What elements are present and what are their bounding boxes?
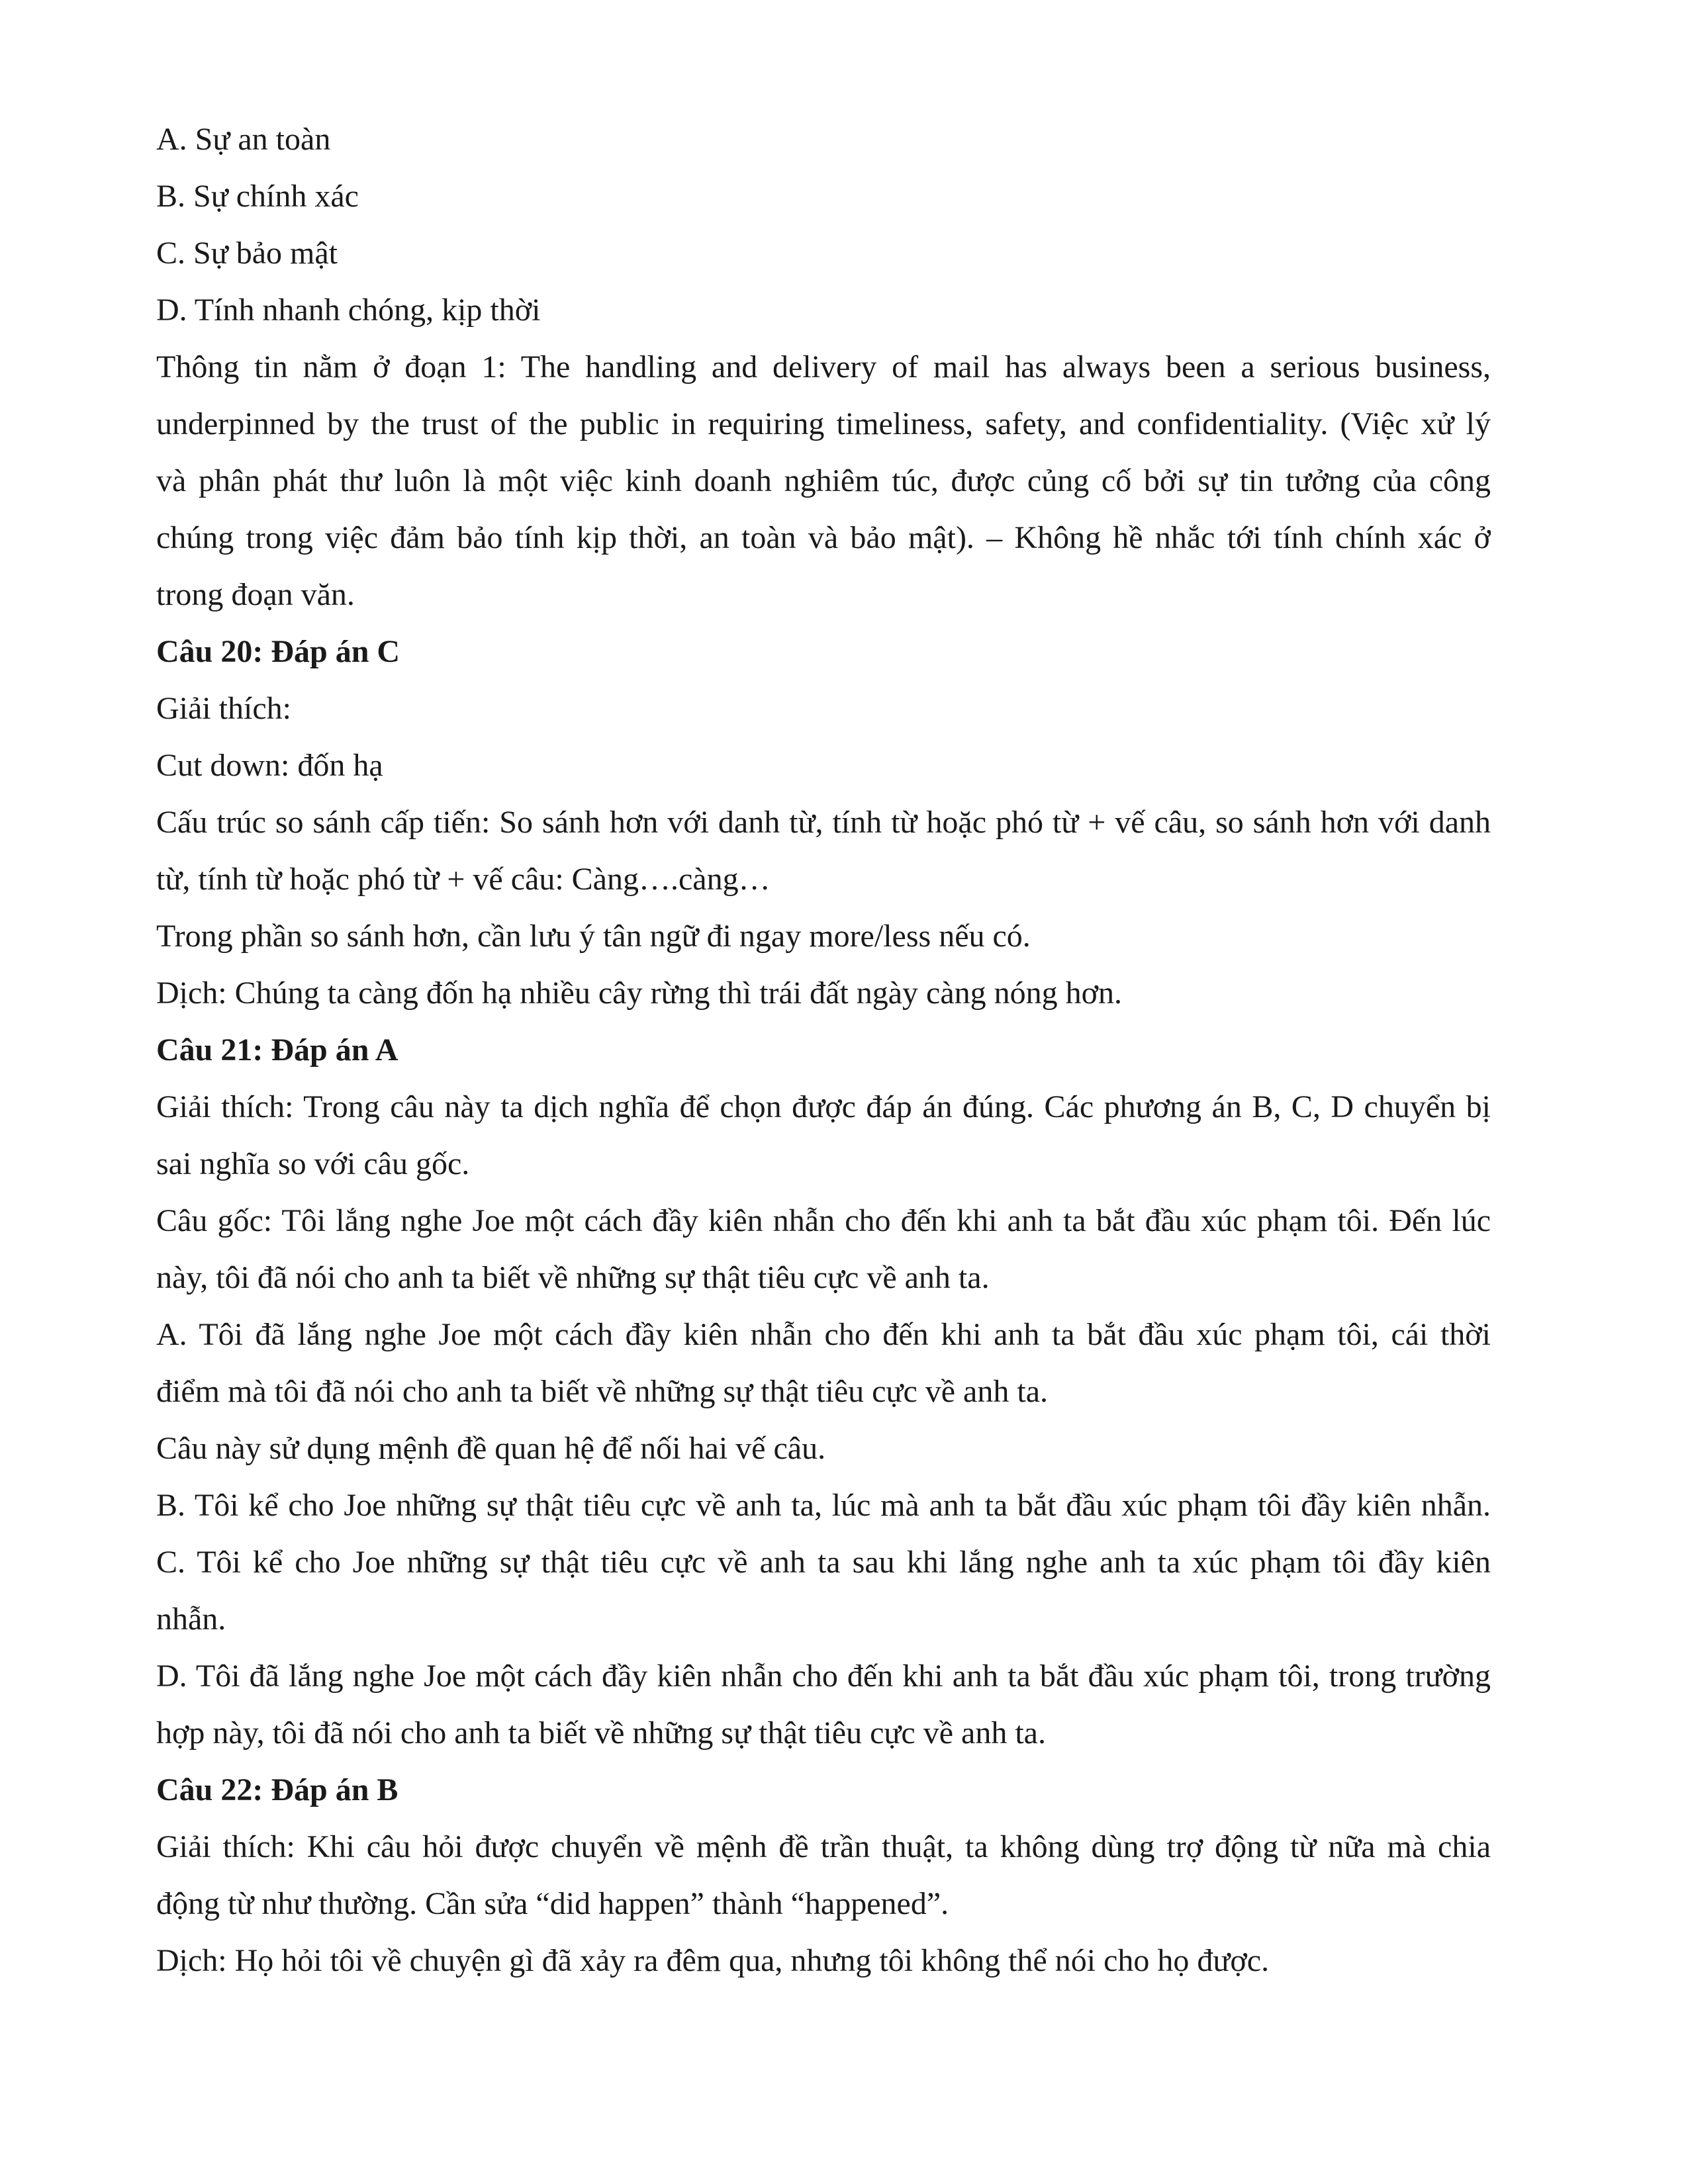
q21-heading: Câu 21: Đáp án A (156, 1032, 399, 1068)
q21-option-d-line: D. Tôi đã lắng nghe Joe một cách đầy kiên nhẫn cho đến khi anh ta bắt đầu xúc phạm tôi, trong trường (156, 1659, 1491, 1694)
q20-structure-line: từ, tính từ hoặc phó từ + vế câu: Càng….càng… (156, 862, 771, 897)
q21-option-a-note: Câu này sử dụng mệnh đề quan hệ để nối hai vế câu. (156, 1431, 826, 1466)
q21-option-d-line: hợp này, tôi đã nói cho anh ta biết về những sự thật tiêu cực về anh ta. (156, 1715, 1046, 1751)
q20-structure-line: Cấu trúc so sánh cấp tiến: So sánh hơn với danh từ, tính từ hoặc phó từ + vế câu, so sánh hơn với danh (156, 805, 1491, 840)
q21-option-c-line: nhẫn. (156, 1602, 226, 1637)
q19-option-b: B. Sự chính xác (156, 179, 359, 214)
q20-note: Trong phần so sánh hơn, cần lưu ý tân ngữ đi ngay more/less nếu có. (156, 919, 1031, 954)
q19-option-c: C. Sự bảo mật (156, 236, 338, 271)
document-page (156, 111, 1491, 1989)
q19-info-line: underpinned by the trust of the public in requiring timeliness, safety, and confidentiality. (Việc xử lý (156, 406, 1491, 441)
q20-vocab: Cut down: đốn hạ (156, 748, 383, 783)
q21-explain-line: Giải thích: Trong câu này ta dịch nghĩa để chọn được đáp án đúng. Các phương án B, C, D chuyển bị (156, 1089, 1491, 1124)
q20-heading: Câu 20: Đáp án C (156, 634, 400, 669)
q21-original-line: này, tôi đã nói cho anh ta biết về những sự thật tiêu cực về anh ta. (156, 1260, 990, 1295)
q19-info-line: và phân phát thư luôn là một việc kinh doanh nghiêm túc, được củng cố bởi sự tin tưởng của công (156, 463, 1491, 498)
q21-option-a-line: điểm mà tôi đã nói cho anh ta biết về những sự thật tiêu cực về anh ta. (156, 1374, 1048, 1409)
q21-option-c-line: C. Tôi kể cho Joe những sự thật tiêu cực về anh ta sau khi lắng nghe anh ta xúc phạm tôi đầy kiên (156, 1545, 1491, 1580)
q19-option-d: D. Tính nhanh chóng, kịp thời (156, 293, 541, 328)
q21-original-line: Câu gốc: Tôi lắng nghe Joe một cách đầy kiên nhẫn cho đến khi anh ta bắt đầu xúc phạm tôi. Đến lúc (156, 1203, 1491, 1238)
q22-explain-line: Giải thích: Khi câu hỏi được chuyển về mệnh đề trần thuật, ta không dùng trợ động từ nữa mà chia (156, 1829, 1491, 1864)
q22-explain-line: động từ như thường. Cần sửa “did happen” thành “happened”. (156, 1886, 949, 1921)
q21-explain-line: sai nghĩa so với câu gốc. (156, 1146, 470, 1181)
q21-option-b: B. Tôi kể cho Joe những sự thật tiêu cực về anh ta, lúc mà anh ta bắt đầu xúc phạm tôi đầy kiên nhẫn. (156, 1488, 1491, 1523)
q19-info-line: Thông tin nằm ở đoạn 1: The handling and delivery of mail has always been a serious business, (156, 349, 1491, 385)
q19-info-line: chúng trong việc đảm bảo tính kịp thời, an toàn và bảo mật). – Không hề nhắc tới tính chính xác ở (156, 520, 1491, 555)
q19-option-a: A. Sự an toàn (156, 122, 331, 157)
q22-heading: Câu 22: Đáp án B (156, 1772, 399, 1807)
q20-translation: Dịch: Chúng ta càng đốn hạ nhiều cây rừng thì trái đất ngày càng nóng hơn. (156, 976, 1123, 1011)
q20-explain-label: Giải thích: (156, 691, 291, 726)
q21-option-a-line: A. Tôi đã lắng nghe Joe một cách đầy kiên nhẫn cho đến khi anh ta bắt đầu xúc phạm tôi, cái thời (156, 1317, 1491, 1352)
q22-translation: Dịch: Họ hỏi tôi về chuyện gì đã xảy ra đêm qua, nhưng tôi không thể nói cho họ được. (156, 1943, 1270, 1978)
q19-info-line: trong đoạn văn. (156, 577, 355, 612)
